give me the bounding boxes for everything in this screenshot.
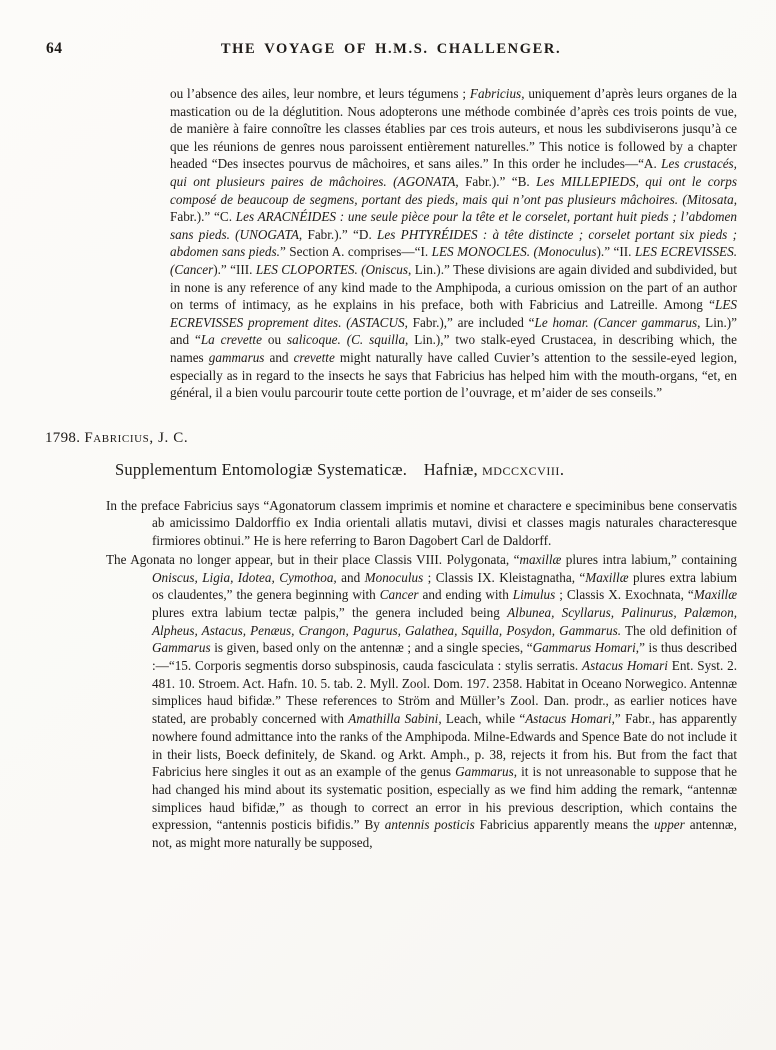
- page-number: 64: [46, 40, 63, 57]
- entry-title: Supplementum Entomologiæ Systematicæ. Hafniæ, mdccxcviii.: [115, 459, 565, 479]
- entry-author: Fabricius, J. C.: [84, 429, 189, 446]
- running-title: THE VOYAGE OF H.M.S. CHALLENGER.: [220, 41, 562, 57]
- paragraph-continuation: ou l’absence des ailes, leur nombre, et leurs tégumens ; Fabricius, uniquement d’après leurs organes de la mastication ou de la déglutition. Nous adopterons une méthode combinée d’après ces trois points de vue, de manière à faire connoître les classes établies par ces trois auteurs, et nous les subdiviserons jusqu’à ce que les réunions de genres nous paroissent entièrement naturelles.” This notice is followed by a chapter headed “Des insectes pourvus de mâchoires, et sans ailes.” In this order he includes—“A. Les crustacés, qui ont plusieurs paires de mâchoires. (AGONATA, Fabr.).” “B. Les MILLEPIEDS, qui ont le corps composé de beaucoup de segmens, portant des pieds, mais qui n’ont pas plusieurs mâchoires. (Mitosata, Fabr.).” “C. Les ARACNÉIDES : une seule pièce pour la tête et le corselet, portant huit pieds ; l’abdomen sans pieds. (UNOGATA, Fabr.).” “D. Les PHTYRÉIDES : à tête distincte ; corselet portant six pieds ; abdomen sans pieds.” Section A. comprises—“I. LES MONOCLES. (Monoculus).” “II. LES ECREVISSES. (Cancer).” “III. LES CLOPORTES. (Oniscus, Lin.).” These divisions are again divided and subdivided, but in none is any reference of any kind made to the Amphipoda, a curious omission on the part of an author on terms of intimacy, as he explains in his preface, both with Fabricius and Latreille. Among “LES ECREVISSES proprement dites. (ASTACUS, Fabr.),” are included “Le homar. (Cancer gammarus, Lin.)” and “La crevette ou salicoque. (C. squilla, Lin.),” two stalk-eyed Crustacea, in describing which, the names gammarus and crevette might naturally have called Cuvier’s attention to the sessile-eyed legion, especially as in regard to the insects he says that Fabricius has helped him with the mouth-organs, “et, en général, il a bien voulu parcourir toute cette portion de l’ouvrage, et m’aider de ses conseils.”: [170, 86, 738, 401]
- quoted-excerpt-block: [170, 85, 737, 402]
- entry-number: 1798.: [45, 429, 81, 446]
- entry-heading: [45, 430, 737, 447]
- paragraph-agonata-note: The Agonata no longer appear, but in their place Classis VIII. Polygonata, “maxillæ plures intra labium,” containing Oniscus, Ligia, Idotea, Cymothoa, and Monoculus ; Classis IX. Kleistagnatha, “Maxillæ plures extra labium os claudentes,” the genera beginning with Cancer and ending with Limulus ; Classis X. Exochnata, “Maxillæ plures extra labium tectæ palpis,” the genera included being Albunea, Scyllarus, Palinurus, Palæmon, Alpheus, Astacus, Penæus, Crangon, Pagurus, Galathea, Squilla, Posydon, Gammarus. The old definition of Gammarus is given, based only on the antennæ ; and a single species, “Gammarus Homari,” is thus described :—“15. Corporis segmentis dorso subspinosis, cauda fasciculata : stylis serratis. Astacus Homari Ent. Syst. 2. 481. 10. Stroem. Act. Hafn. 10. 5. tab. 2. Myll. Zool. Dom. 197. 2358. Habitat in Oceano Norwegico. Antennæ simplices haud bifidæ.” These references to Ström and Müller’s Zool. Dan. prodr., as earlier notices have stated, are probably concerned with Amathilla Sabini, Leach, while “Astacus Homari,” Fabr., has apparently nowhere found admittance into the ranks of the Amphipoda. Milne-Edwards and Spence Bate do not include it in their lists, Boeck definitely, de Skand. og Arkt. Amph., p. 38, rejects it from his. But from the fact that Fabricius here singles it out as an example of the genus Gammarus, it is not unreasonable to suppose that he had changed his mind about its systematic position, especially as we find him adding the remark, “antennæ simplices haud bifidæ,” as though to correct an error in his previous description, which contains the expression, “antennis posticis bifidis.” By antennis posticis Fabricius apparently means the upper antennæ, not, as might more naturally be supposed,: [106, 551, 738, 851]
- page-header: [45, 40, 737, 60]
- paragraph-preface-note: In the preface Fabricius says “Agonatorum classem imprimis et nomine et charactere e speciminibus bene conservatis ab amicissimo Daldorffio ex India orientali allatis mutavi, divisi et classes magis naturales characteresque firmiores obtinui.” He is here referring to Baron Dagobert Carl de Daldorff.: [106, 497, 737, 549]
